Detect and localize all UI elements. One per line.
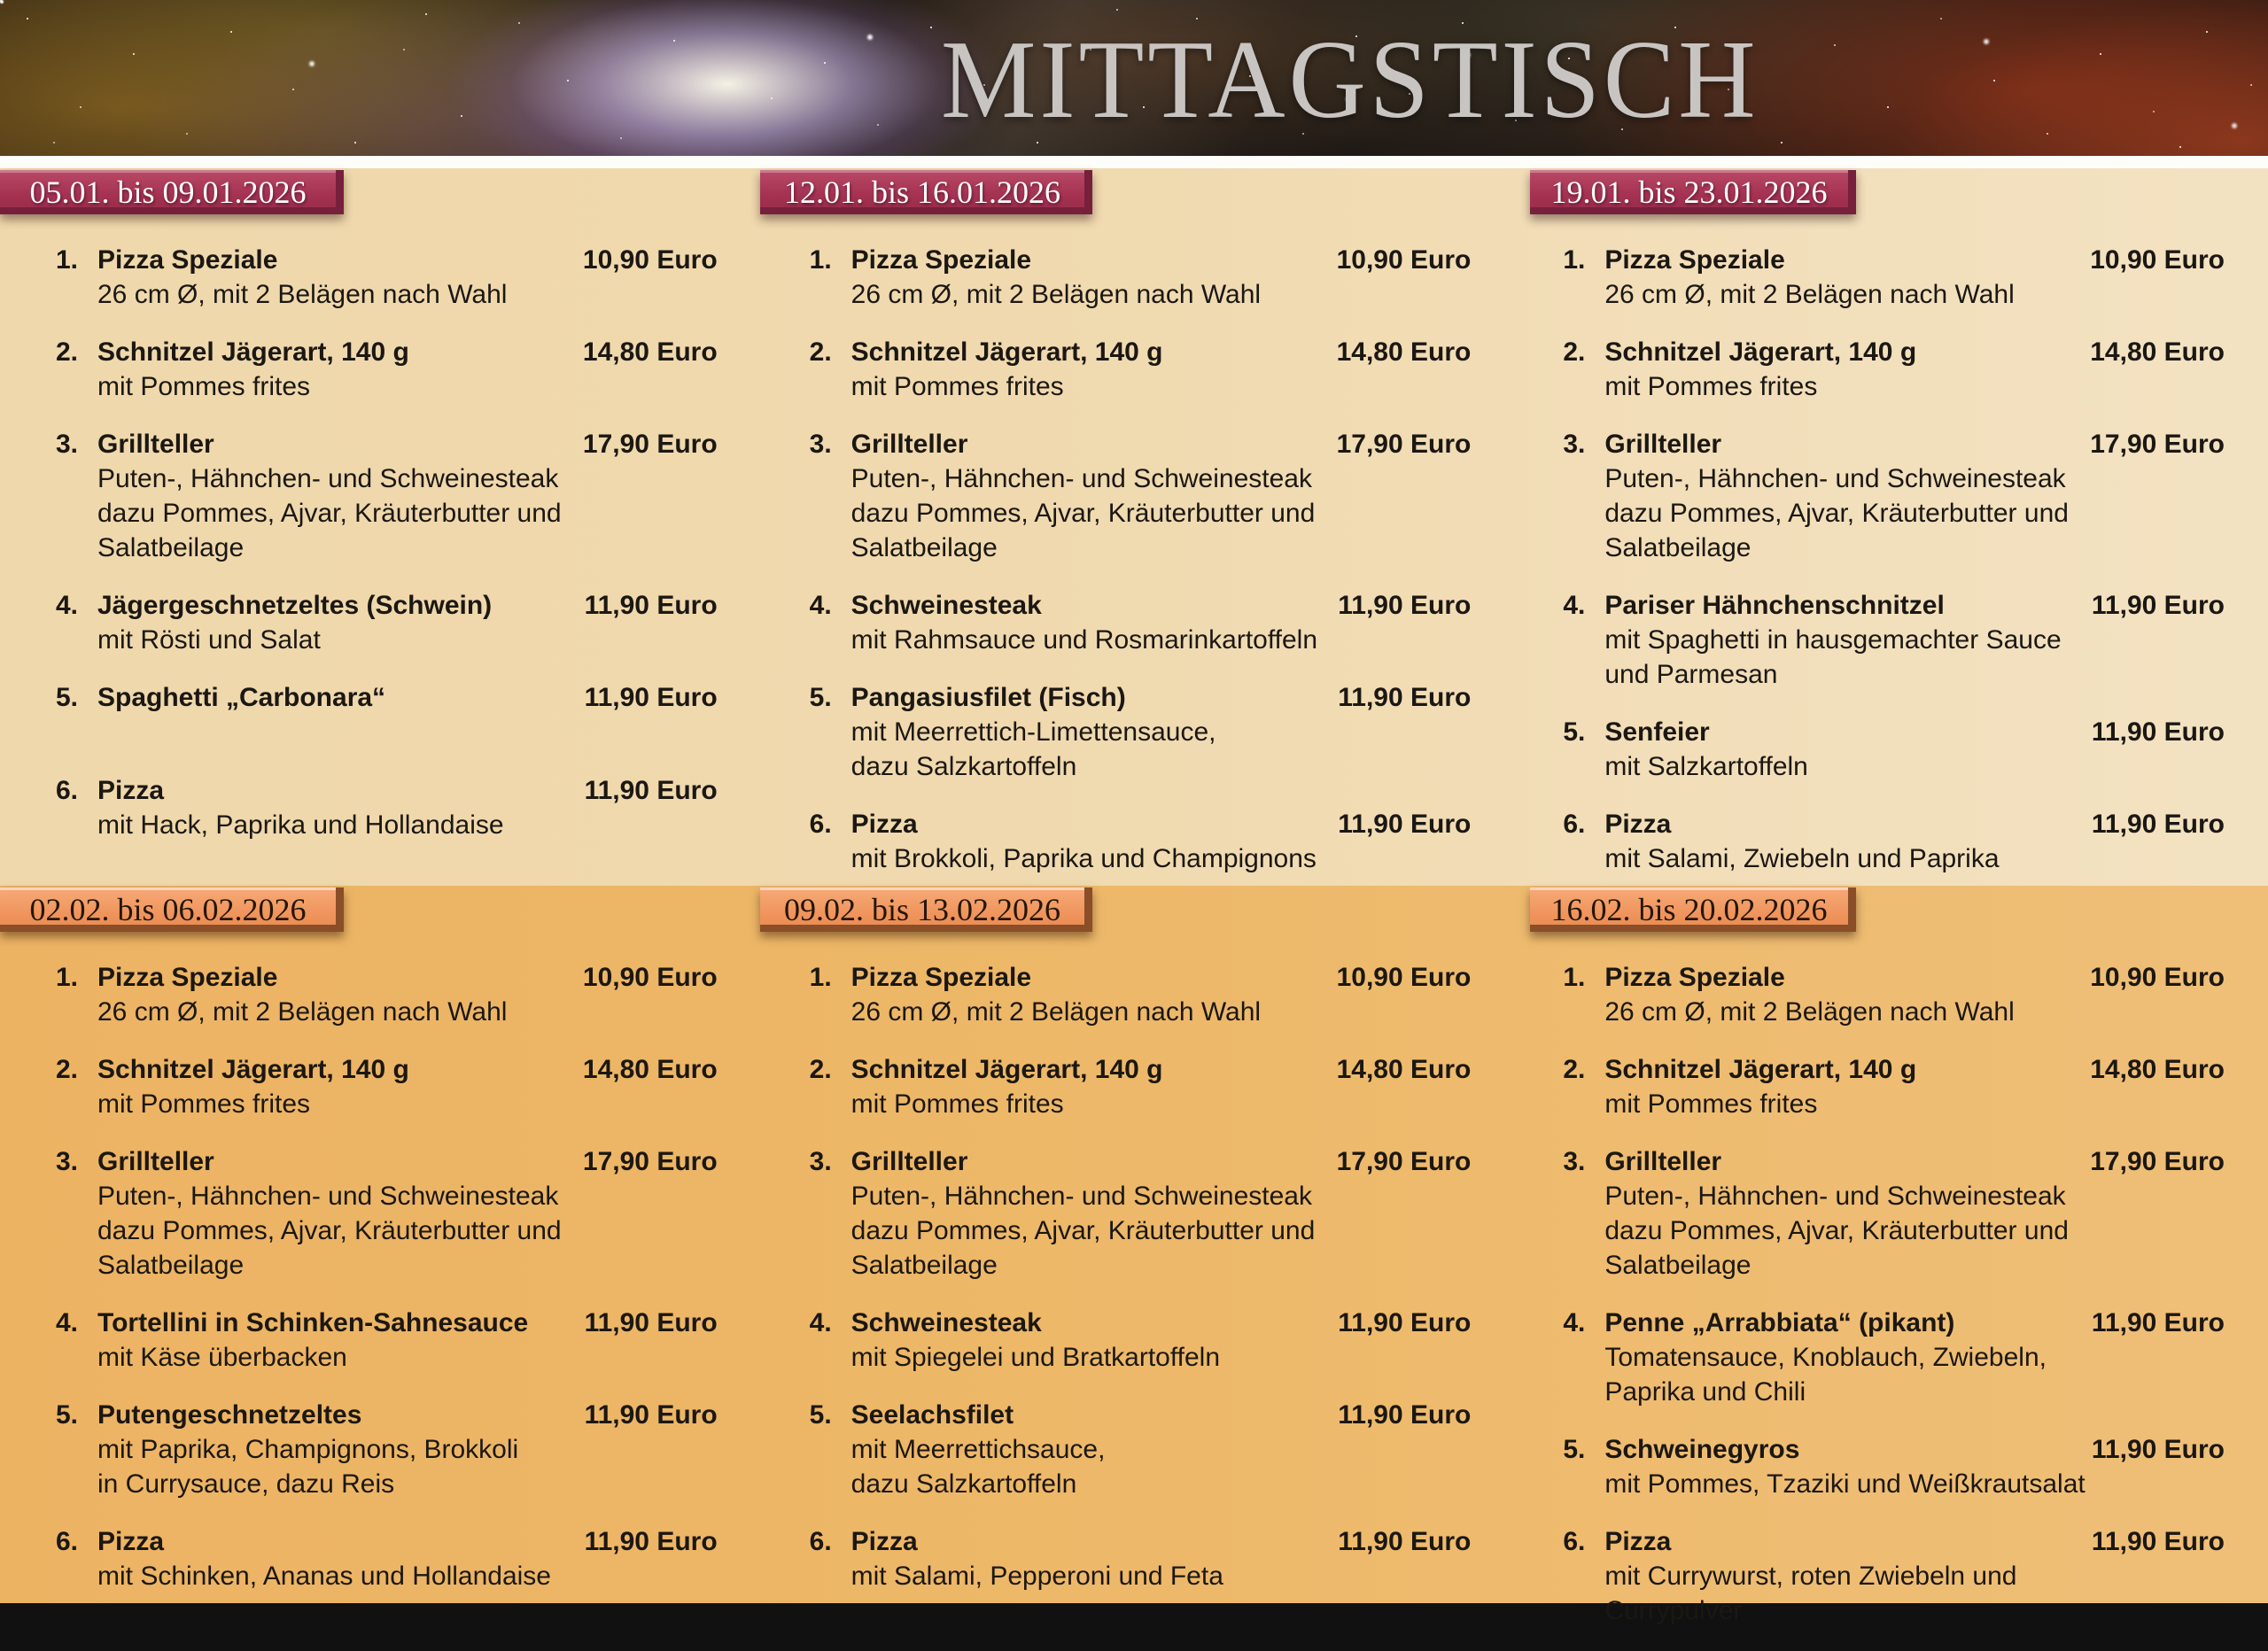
item-name: Pizza Speziale <box>1604 963 1785 992</box>
item-name: Spaghetti „Carbonara“ <box>97 683 386 712</box>
item-name: Pizza <box>850 1527 918 1556</box>
item-number: 3. <box>809 1147 832 1176</box>
menu-item <box>1563 588 2225 692</box>
item-description: Puten-, Hähnchen- und Schweinesteak dazu Pommes, Ajvar, Kräuterbutter und Salatbeilage <box>850 1182 1316 1280</box>
item-name: Pizza Speziale <box>850 245 1032 275</box>
item-description: mit Pommes frites <box>97 372 311 401</box>
week-badge: 02.02. bis 06.02.2026 <box>0 888 344 932</box>
item-price: 14,80 Euro <box>1336 1055 1472 1084</box>
menu-item <box>56 773 718 842</box>
item-description: 26 cm Ø, mit 2 Belägen nach Wahl <box>97 280 508 309</box>
item-description: mit Pommes frites <box>1604 372 1818 401</box>
item-description: mit Pommes frites <box>850 372 1064 401</box>
item-price: 11,90 Euro <box>584 591 718 620</box>
menu-columns <box>0 886 2268 1651</box>
menu-item <box>56 588 718 657</box>
item-name: Pizza Speziale <box>97 963 278 992</box>
item-number: 6. <box>56 776 79 805</box>
item-name: Pizza <box>97 1527 165 1556</box>
item-name: Schnitzel Jägerart, 140 g <box>1604 1055 1917 1084</box>
item-number: 3. <box>1563 430 1586 459</box>
item-description: 26 cm Ø, mit 2 Belägen nach Wahl <box>850 997 1262 1027</box>
item-number: 5. <box>56 683 79 712</box>
item-name: Putengeschnetzeltes <box>97 1400 362 1430</box>
menu-item <box>56 243 718 312</box>
menu-item <box>56 680 718 715</box>
item-price: 14,80 Euro <box>582 1055 718 1084</box>
page-title: MITTAGSTISCH <box>941 19 1759 142</box>
item-number: 2. <box>809 337 832 367</box>
item-name: Schweinesteak <box>850 591 1042 620</box>
menu-item <box>810 588 1472 657</box>
menu-item <box>1563 427 2225 565</box>
menu-item <box>1563 243 2225 312</box>
item-description: mit Paprika, Champignons, Brokkoli in Currysauce, dazu Reis <box>97 1435 519 1499</box>
item-number: 5. <box>809 683 832 712</box>
item-price: 11,90 Euro <box>2091 810 2225 839</box>
item-price: 11,90 Euro <box>1338 683 1472 712</box>
banner-divider <box>0 156 2268 168</box>
item-description: 26 cm Ø, mit 2 Belägen nach Wahl <box>1604 997 2015 1027</box>
menu-column <box>1563 243 2225 899</box>
item-number: 4. <box>1563 1308 1586 1337</box>
item-description: mit Salami, Zwiebeln und Paprika <box>1604 844 2000 873</box>
item-description: mit Pommes frites <box>1604 1089 1818 1119</box>
item-price: 17,90 Euro <box>2090 1147 2225 1176</box>
menu-item <box>810 960 1472 1029</box>
item-number: 5. <box>56 1400 79 1430</box>
item-description: mit Brokkoli, Paprika und Champignons <box>850 844 1317 873</box>
week-badge: 16.02. bis 20.02.2026 <box>1530 888 1856 932</box>
menu-band-february <box>0 886 2268 1625</box>
week-badge: 09.02. bis 13.02.2026 <box>760 888 1092 932</box>
menu-item <box>810 243 1472 312</box>
menu-item <box>1563 807 2225 876</box>
item-price: 11,90 Euro <box>2091 1308 2225 1337</box>
item-price: 10,90 Euro <box>2090 245 2225 275</box>
item-name: Schweinegyros <box>1604 1435 1800 1464</box>
item-price: 14,80 Euro <box>582 337 718 367</box>
menu-item <box>810 1144 1472 1283</box>
menu-item <box>56 335 718 404</box>
item-number: 6. <box>56 1527 79 1556</box>
item-price: 10,90 Euro <box>582 245 718 275</box>
item-number: 5. <box>1563 1435 1586 1464</box>
item-description: mit Salami, Pepperoni und Feta <box>850 1562 1223 1591</box>
item-description: Puten-, Hähnchen- und Schweinesteak dazu Pommes, Ajvar, Kräuterbutter und Salatbeilage <box>97 464 562 562</box>
item-price: 10,90 Euro <box>582 963 718 992</box>
item-description: mit Salzkartoffeln <box>1604 752 1808 781</box>
item-description: mit Schinken, Ananas und Hollandaise <box>97 1562 551 1591</box>
item-price: 17,90 Euro <box>1336 1147 1472 1176</box>
item-number: 4. <box>56 1308 79 1337</box>
menu-item <box>56 427 718 565</box>
menu-item <box>1563 715 2225 784</box>
item-name: Senfeier <box>1604 717 1710 747</box>
menu-item <box>1563 1524 2225 1628</box>
item-description: mit Currywurst, roten Zwiebeln und Currypulver <box>1604 1562 2017 1625</box>
banner <box>0 0 2268 156</box>
item-number: 1. <box>56 245 79 275</box>
menu-item <box>810 335 1472 404</box>
menu-item <box>56 1306 718 1375</box>
item-price: 17,90 Euro <box>2090 430 2225 459</box>
item-description: 26 cm Ø, mit 2 Belägen nach Wahl <box>97 997 508 1027</box>
item-number: 6. <box>1563 1527 1586 1556</box>
item-price: 10,90 Euro <box>1336 963 1472 992</box>
item-number: 3. <box>56 1147 79 1176</box>
item-price: 11,90 Euro <box>1338 1527 1472 1556</box>
item-name: Grillteller <box>1604 1147 1722 1176</box>
item-name: Grillteller <box>850 430 968 459</box>
item-number: 6. <box>1563 810 1586 839</box>
item-number: 3. <box>809 430 832 459</box>
menu-item <box>810 1052 1472 1121</box>
menu-band-january <box>0 168 2268 886</box>
menu-item <box>1563 1432 2225 1501</box>
week-badge: 05.01. bis 09.01.2026 <box>0 170 344 214</box>
item-name: Schnitzel Jägerart, 140 g <box>97 337 409 367</box>
item-name: Schweinesteak <box>850 1308 1042 1337</box>
item-price: 11,90 Euro <box>584 1400 718 1430</box>
item-name: Schnitzel Jägerart, 140 g <box>850 337 1163 367</box>
item-number: 2. <box>56 337 79 367</box>
menu-column <box>1563 960 2225 1651</box>
item-description: mit Meerrettich-Limettensauce, dazu Salzkartoffeln <box>850 717 1216 781</box>
menu-item <box>56 1524 718 1593</box>
item-name: Grillteller <box>97 430 214 459</box>
menu-item <box>56 1398 718 1501</box>
item-number: 1. <box>1563 963 1586 992</box>
item-description: 26 cm Ø, mit 2 Belägen nach Wahl <box>850 280 1262 309</box>
item-price: 17,90 Euro <box>1336 430 1472 459</box>
item-price: 14,80 Euro <box>2090 1055 2225 1084</box>
item-description: Puten-, Hähnchen- und Schweinesteak dazu Pommes, Ajvar, Kräuterbutter und Salatbeilage <box>97 1182 562 1280</box>
item-name: Pizza <box>1604 1527 1672 1556</box>
item-description: mit Pommes frites <box>850 1089 1064 1119</box>
item-name: Pizza Speziale <box>850 963 1032 992</box>
item-name: Grillteller <box>1604 430 1722 459</box>
item-name: Schnitzel Jägerart, 140 g <box>1604 337 1917 367</box>
menu-column <box>810 960 1472 1651</box>
item-number: 1. <box>809 245 832 275</box>
item-number: 1. <box>1563 245 1586 275</box>
menu-item <box>1563 1144 2225 1283</box>
item-description: mit Käse überbacken <box>97 1343 347 1372</box>
item-price: 11,90 Euro <box>2091 1435 2225 1464</box>
item-price: 11,90 Euro <box>1338 591 1472 620</box>
menu-item <box>56 960 718 1029</box>
item-name: Pizza <box>1604 810 1672 839</box>
item-name: Jägergeschnetzeltes (Schwein) <box>97 591 493 620</box>
menu-item <box>56 1052 718 1121</box>
item-number: 2. <box>809 1055 832 1084</box>
item-number: 4. <box>809 1308 832 1337</box>
item-name: Schnitzel Jägerart, 140 g <box>97 1055 409 1084</box>
item-description: mit Hack, Paprika und Hollandaise <box>97 810 504 840</box>
item-price: 10,90 Euro <box>2090 963 2225 992</box>
item-number: 1. <box>56 963 79 992</box>
item-price: 11,90 Euro <box>584 683 718 712</box>
item-price: 11,90 Euro <box>1338 1308 1472 1337</box>
item-price: 17,90 Euro <box>582 430 718 459</box>
menu-item <box>810 807 1472 876</box>
menu-item <box>1563 1052 2225 1121</box>
menu-item <box>1563 960 2225 1029</box>
item-price: 11,90 Euro <box>584 1308 718 1337</box>
item-name: Grillteller <box>850 1147 968 1176</box>
item-name: Pizza <box>97 776 165 805</box>
item-number: 6. <box>809 1527 832 1556</box>
item-description: Puten-, Hähnchen- und Schweinesteak dazu Pommes, Ajvar, Kräuterbutter und Salatbeilage <box>1604 1182 2069 1280</box>
item-number: 1. <box>809 963 832 992</box>
menu-column <box>56 960 718 1651</box>
item-description: mit Pommes frites <box>97 1089 311 1119</box>
week-badge: 12.01. bis 16.01.2026 <box>760 170 1092 214</box>
item-price: 17,90 Euro <box>582 1147 718 1176</box>
item-name: Seelachsfilet <box>850 1400 1014 1430</box>
item-price: 10,90 Euro <box>1336 245 1472 275</box>
item-name: Pizza <box>850 810 918 839</box>
item-description: Puten-, Hähnchen- und Schweinesteak dazu Pommes, Ajvar, Kräuterbutter und Salatbeilage <box>850 464 1316 562</box>
item-number: 4. <box>1563 591 1586 620</box>
menu-item <box>810 427 1472 565</box>
item-number: 2. <box>1563 337 1586 367</box>
week-badge: 19.01. bis 23.01.2026 <box>1530 170 1856 214</box>
item-number: 4. <box>56 591 79 620</box>
item-number: 5. <box>809 1400 832 1430</box>
menu-column <box>56 243 718 899</box>
item-price: 11,90 Euro <box>584 1527 718 1556</box>
item-price: 11,90 Euro <box>1338 810 1472 839</box>
item-description: mit Spaghetti in hausgemachter Sauce und Parmesan <box>1604 625 2062 689</box>
item-name: Pizza Speziale <box>97 245 278 275</box>
item-name: Pariser Hähnchenschnitzel <box>1604 591 1945 620</box>
item-price: 14,80 Euro <box>1336 337 1472 367</box>
item-description: 26 cm Ø, mit 2 Belägen nach Wahl <box>1604 280 2015 309</box>
menu-item <box>810 680 1472 784</box>
item-name: Schnitzel Jägerart, 140 g <box>850 1055 1163 1084</box>
item-name: Tortellini in Schinken-Sahnesauce <box>97 1308 529 1337</box>
menu-item <box>810 1306 1472 1375</box>
menu-item <box>56 1144 718 1283</box>
item-number: 2. <box>56 1055 79 1084</box>
item-description: Puten-, Hähnchen- und Schweinesteak dazu Pommes, Ajvar, Kräuterbutter und Salatbeilage <box>1604 464 2069 562</box>
item-description: mit Rahmsauce und Rosmarinkartoffeln <box>850 625 1318 655</box>
item-number: 6. <box>809 810 832 839</box>
item-price: 11,90 Euro <box>1338 1400 1472 1430</box>
item-description: mit Rösti und Salat <box>97 625 321 655</box>
item-description: mit Meerrettichsauce, dazu Salzkartoffeln <box>850 1435 1106 1499</box>
menu-item <box>1563 1306 2225 1409</box>
menu-item <box>810 1398 1472 1501</box>
item-number: 3. <box>1563 1147 1586 1176</box>
item-number: 3. <box>56 430 79 459</box>
menu-column <box>810 243 1472 899</box>
item-description: mit Spiegelei und Bratkartoffeln <box>850 1343 1221 1372</box>
item-number: 5. <box>1563 717 1586 747</box>
item-name: Penne „Arrabbiata“ (pikant) <box>1604 1308 1955 1337</box>
item-price: 14,80 Euro <box>2090 337 2225 367</box>
item-price: 11,90 Euro <box>2091 1527 2225 1556</box>
item-name: Pangasiusfilet (Fisch) <box>850 683 1126 712</box>
item-number: 4. <box>809 591 832 620</box>
item-description: Tomatensauce, Knoblauch, Zwiebeln, Paprika und Chili <box>1604 1343 2047 1407</box>
menu-columns <box>0 168 2268 899</box>
menu-item <box>1563 335 2225 404</box>
item-price: 11,90 Euro <box>584 776 718 805</box>
item-name: Grillteller <box>97 1147 214 1176</box>
item-price: 11,90 Euro <box>2091 717 2225 747</box>
item-number: 2. <box>1563 1055 1586 1084</box>
item-name: Pizza Speziale <box>1604 245 1785 275</box>
item-description: mit Pommes, Tzaziki und Weißkrautsalat <box>1604 1469 2085 1499</box>
item-price: 11,90 Euro <box>2091 591 2225 620</box>
menu-item <box>810 1524 1472 1593</box>
